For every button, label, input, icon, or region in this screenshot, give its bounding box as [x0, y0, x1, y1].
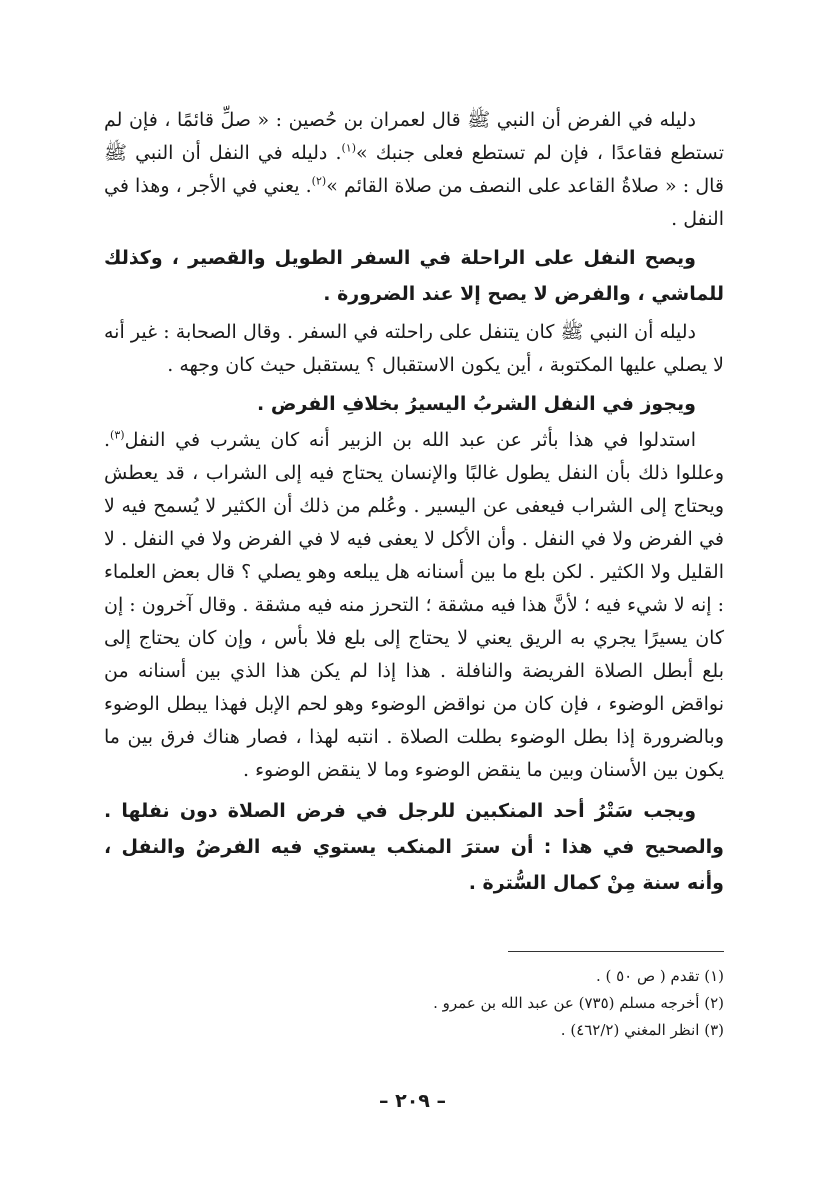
footnote-divider — [508, 951, 724, 952]
footnote-ref[interactable]: (٢) — [311, 174, 327, 188]
bold-ruling: ويصح النفل على الراحلة في السفر الطويل والقصير ، وكذلك للماشي ، والفرض لا يصح إلا عند الضرورة . — [104, 247, 724, 305]
paragraph: دليله أن النبي ﷺ كان يتنفل على راحلته في السفر . وقال الصحابة : غير أنه لا يصلي عليها المكتوبة ، أين يكون الاستقبال ؟ يستقبل حيث كان وجهه . — [104, 321, 724, 376]
footnote: (٢) أخرجه مسلم (٧٣٥) عن عبد الله بن عمرو . — [433, 994, 724, 1012]
bold-ruling: ويجوز في النفل الشربُ اليسيرُ بخلافِ الفرض . — [257, 393, 696, 415]
paragraph-text: . يعني في الأجر ، وهذا في النفل . — [104, 175, 724, 230]
footnote-ref[interactable]: (٣) — [110, 428, 125, 442]
page-number: – ٢٠٩ – — [378, 1090, 447, 1112]
footnote: (١) تقدم ( ص ٥٠ ) . — [595, 967, 724, 985]
paragraph-text: دليله في الفرض أن النبي ﷺ قال لعمران بن حُصين : « صلِّ قائمًا ، فإن لم تستطع فقاعدًا ، فإن لم تستطع فعلى جنبك » — [104, 109, 725, 164]
paragraph-text: . دليله في النفل أن النبي ﷺ قال : « صلاةُ القاعد على النصف من صلاة القائم » — [104, 142, 724, 197]
footnote: (٣) انظر المغني (٤٦٢/٢) . — [560, 1021, 724, 1039]
paragraph — [104, 104, 724, 236]
footnotes — [104, 963, 724, 1044]
bold-ruling: ويجب سَتْرُ أحد المنكبين للرجل في فرض الصلاة دون نفلها . والصحيح في هذا : أن سترَ المنكب يستوي فيه الفرضُ والنفل ، وأنه سنة مِنْ كمال السُّترة . — [104, 800, 724, 894]
paragraph — [104, 424, 724, 787]
page-body — [104, 104, 724, 901]
paragraph-text: استدلوا في هذا بأثر عن عبد الله بن الزبير أنه كان يشرب في النفل — [124, 429, 696, 451]
footnote-ref[interactable]: (١) — [341, 141, 357, 155]
paragraph-text: . وعللوا ذلك بأن النفل يطول غالبًا والإنسان يحتاج فيه إلى الشراب ، قد يعطش ويحتاج إلى الشراب فيعفى عن اليسير . وعُلم من ذلك أن الكثير لا يُسمح فيه لا في الفرض ولا في النفل . وأن الأكل لا يعفى فيه لا في الفرض ولا في النفل . لا القليل ولا الكثير . لكن بلع ما بين أسنانه هل يبلعه وهو يصلي ؟ قال بعض العلماء : إنه لا شيء فيه ؛ لأنَّ هذا فيه مشقة ؛ التحرز منه فيه مشقة . وقال آخرون : إن كان يسيرًا يجري به الريق يعني لا يحتاج إلى بلع فلا بأس ، وإن كان يحتاج إلى بلع أبطل الصلاة الفريضة والنافلة . هذا إذا لم يكن هذا الذي بين أسنانه من نواقض الوضوء ، فإن كان من نواقض الوضوء وهو لحم الإبل فهذا يبطل الوضوء وبالضرورة إذا بطل الوضوء بطلت الصلاة . انتبه لهذا ، فصار هناك فرق بين ما يكون بين الأسنان وبين ما ينقض الوضوء وما لا ينقض الوضوء . — [104, 429, 724, 781]
